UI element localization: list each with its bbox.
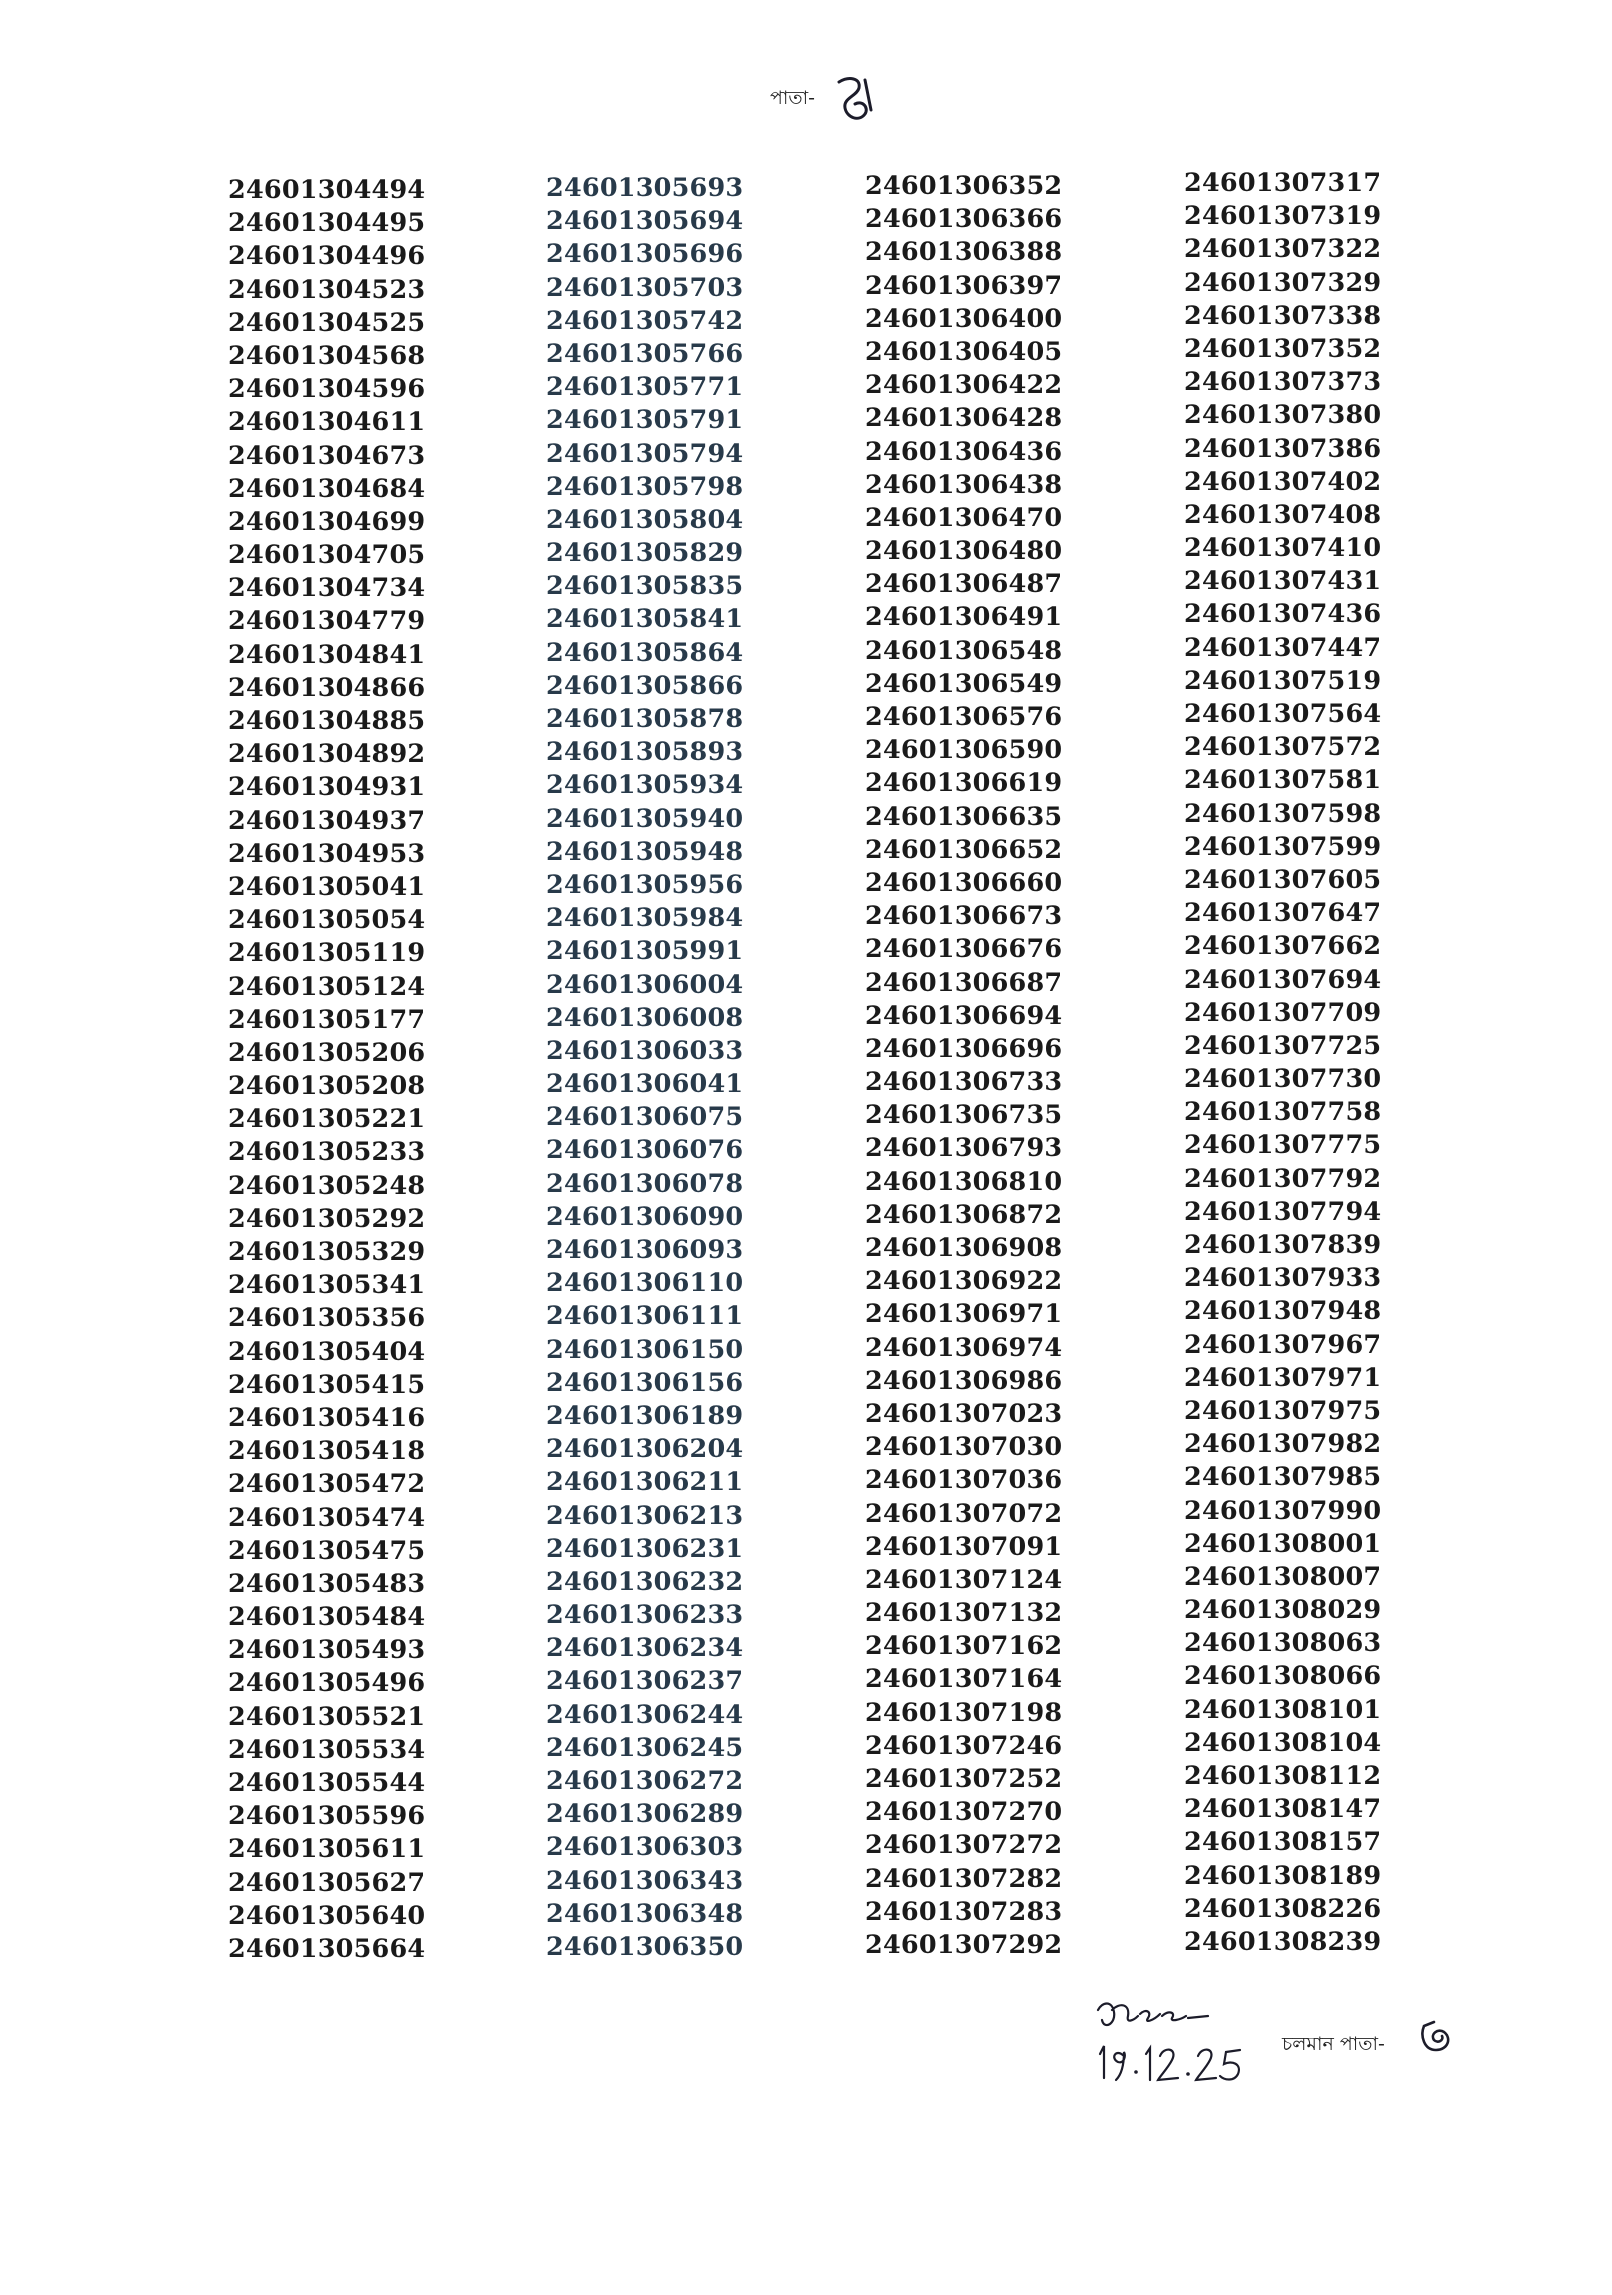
registration-number: 24601305742 — [546, 305, 744, 336]
registration-number: 24601305664 — [228, 1933, 426, 1964]
registration-number: 24601304494 — [228, 175, 426, 205]
registration-number: 24601307292 — [865, 1929, 1063, 1960]
registration-number: 24601305841 — [546, 604, 744, 635]
registration-number: 24601305329 — [228, 1237, 426, 1267]
registration-number: 24601307581 — [1184, 765, 1382, 796]
registration-number: 24601305472 — [228, 1469, 426, 1500]
registration-number: 24601305475 — [228, 1535, 426, 1566]
registration-number: 24601307794 — [1184, 1196, 1382, 1227]
continuing-page-label: চলমান পাতা- — [1282, 2033, 1385, 2055]
registration-number: 24601306343 — [546, 1865, 744, 1896]
registration-number: 24601306974 — [865, 1332, 1063, 1363]
registration-number: 24601305798 — [546, 471, 744, 502]
registration-number: 24601307730 — [1184, 1064, 1382, 1095]
registration-number: 24601306422 — [865, 370, 1063, 401]
registration-number: 24601307270 — [865, 1797, 1063, 1828]
registration-number: 24601305991 — [546, 936, 744, 967]
registration-number: 24601305627 — [228, 1867, 426, 1898]
registration-number: 24601306735 — [865, 1100, 1063, 1131]
registration-number: 24601306245 — [546, 1732, 744, 1763]
registration-number: 24601306908 — [865, 1233, 1063, 1263]
registration-number: 24601305596 — [228, 1801, 426, 1832]
registration-number: 24601306388 — [865, 237, 1063, 268]
registration-number: 24601307386 — [1184, 433, 1382, 464]
registration-number: 24601304596 — [228, 374, 426, 405]
registration-number: 24601305292 — [228, 1203, 426, 1234]
registration-number: 24601307519 — [1184, 665, 1382, 696]
registration-number: 24601306231 — [546, 1533, 744, 1564]
registration-number: 24601307758 — [1184, 1097, 1382, 1128]
registration-number: 24601307990 — [1184, 1495, 1382, 1526]
registration-number: 24601308147 — [1184, 1794, 1382, 1825]
registration-number: 24601306348 — [546, 1898, 744, 1929]
registration-number: 24601305940 — [546, 803, 744, 834]
registration-number: 24601307322 — [1184, 234, 1382, 265]
registration-number: 24601305483 — [228, 1568, 426, 1599]
registration-number: 24601307694 — [1184, 964, 1382, 995]
registration-number: 24601305696 — [546, 239, 744, 270]
registration-number: 24601307352 — [1184, 333, 1382, 364]
registration-number: 24601305766 — [546, 338, 744, 369]
registration-number: 24601306652 — [865, 834, 1063, 865]
registration-number: 24601306694 — [865, 1000, 1063, 1031]
registration-number: 24601307036 — [865, 1465, 1063, 1496]
registration-number: 24601306405 — [865, 336, 1063, 367]
registration-number: 24601306213 — [546, 1500, 744, 1531]
registration-number: 24601306234 — [546, 1633, 744, 1664]
registration-number: 24601305794 — [546, 438, 744, 469]
registration-number: 24601304525 — [228, 307, 426, 338]
registration-number: 24601306078 — [546, 1168, 744, 1199]
registration-number: 24601305703 — [546, 272, 744, 303]
registration-number: 24601306232 — [546, 1566, 744, 1597]
registration-number: 24601305415 — [228, 1369, 426, 1400]
registration-number: 24601308239 — [1184, 1926, 1382, 1957]
registration-number: 24601304892 — [228, 739, 426, 770]
registration-number: 24601308104 — [1184, 1727, 1382, 1758]
registration-number: 24601307072 — [865, 1498, 1063, 1529]
registration-number: 24601304496 — [228, 241, 426, 272]
registration-number: 24601307380 — [1184, 400, 1382, 431]
registration-number: 24601304568 — [228, 340, 426, 371]
registration-number: 24601306397 — [865, 270, 1063, 301]
registration-number: 24601307317 — [1184, 168, 1382, 198]
registration-number: 24601308063 — [1184, 1628, 1382, 1659]
registration-number: 24601306549 — [865, 668, 1063, 699]
registration-number: 24601306041 — [546, 1069, 744, 1100]
registration-number: 24601305693 — [546, 173, 744, 203]
registration-number: 24601307967 — [1184, 1329, 1382, 1360]
registration-number: 24601304937 — [228, 805, 426, 836]
registration-number: 24601305878 — [546, 704, 744, 734]
registration-number: 24601306400 — [865, 303, 1063, 334]
registration-number: 24601306548 — [865, 635, 1063, 666]
registration-number: 24601306660 — [865, 867, 1063, 898]
registration-number: 24601305893 — [546, 737, 744, 768]
registration-number: 24601306922 — [865, 1266, 1063, 1297]
handwritten-page-number — [829, 70, 877, 130]
registration-number: 24601305984 — [546, 903, 744, 934]
registration-number: 24601304931 — [228, 772, 426, 803]
registration-number: 24601306687 — [865, 967, 1063, 998]
registration-number: 24601306872 — [865, 1199, 1063, 1230]
registration-number: 24601307982 — [1184, 1429, 1382, 1460]
registration-number: 24601308157 — [1184, 1827, 1382, 1858]
registration-number: 24601306635 — [865, 801, 1063, 832]
registration-number: 24601307447 — [1184, 632, 1382, 663]
registration-number: 24601307124 — [865, 1564, 1063, 1595]
registration-number: 24601306075 — [546, 1102, 744, 1133]
registration-number: 24601306156 — [546, 1367, 744, 1398]
registration-number: 24601307283 — [865, 1896, 1063, 1927]
registration-number: 24601307572 — [1184, 732, 1382, 763]
registration-number: 24601306289 — [546, 1799, 744, 1830]
registration-number: 24601307662 — [1184, 931, 1382, 962]
registration-number: 24601307373 — [1184, 367, 1382, 398]
registration-number: 24601307198 — [865, 1697, 1063, 1728]
registration-number: 24601307402 — [1184, 466, 1382, 497]
registration-number: 24601306303 — [546, 1832, 744, 1863]
registration-number: 24601304611 — [228, 407, 426, 438]
registration-number: 24601306111 — [546, 1301, 744, 1332]
registration-number: 24601306237 — [546, 1666, 744, 1697]
registration-number: 24601306352 — [865, 171, 1063, 201]
number-column-3 — [865, 170, 1165, 1962]
registration-number: 24601305496 — [228, 1668, 426, 1699]
registration-number: 24601308112 — [1184, 1761, 1382, 1791]
registration-number: 24601305864 — [546, 637, 744, 668]
registration-number: 24601305041 — [228, 871, 426, 902]
registration-number: 24601305248 — [228, 1170, 426, 1201]
registration-number: 24601305544 — [228, 1768, 426, 1798]
registration-number: 24601305521 — [228, 1701, 426, 1732]
registration-number: 24601304953 — [228, 838, 426, 869]
registration-number: 24601307410 — [1184, 533, 1382, 564]
registration-number: 24601305474 — [228, 1502, 426, 1533]
registration-number: 24601305484 — [228, 1602, 426, 1633]
registration-number: 24601307975 — [1184, 1395, 1382, 1426]
registration-number: 24601305835 — [546, 571, 744, 602]
registration-number: 24601308001 — [1184, 1528, 1382, 1559]
registration-number: 24601305124 — [228, 971, 426, 1002]
registration-number: 24601304495 — [228, 208, 426, 239]
registration-number: 24601305341 — [228, 1270, 426, 1301]
registration-number: 24601306576 — [865, 702, 1063, 732]
registration-number: 24601308007 — [1184, 1561, 1382, 1592]
page-header — [770, 70, 877, 130]
registration-number: 24601305956 — [546, 869, 744, 900]
registration-number: 24601305493 — [228, 1635, 426, 1666]
registration-number: 24601304699 — [228, 506, 426, 537]
registration-number: 24601305640 — [228, 1900, 426, 1931]
registration-number: 24601306733 — [865, 1067, 1063, 1098]
registration-number: 24601306793 — [865, 1133, 1063, 1164]
registration-number: 24601306090 — [546, 1201, 744, 1232]
registration-number: 24601307598 — [1184, 798, 1382, 829]
registration-number: 24601306150 — [546, 1334, 744, 1365]
registration-number: 24601307162 — [865, 1631, 1063, 1662]
registration-number: 24601305948 — [546, 836, 744, 867]
registration-number: 24601307985 — [1184, 1462, 1382, 1493]
page-footer — [1090, 1990, 1490, 2100]
registration-number: 24601304734 — [228, 573, 426, 604]
registration-number: 24601305206 — [228, 1037, 426, 1068]
registration-number: 24601306244 — [546, 1699, 744, 1730]
handwritten-next-page-number — [1416, 2016, 1456, 2058]
registration-number: 24601305804 — [546, 504, 744, 535]
registration-number: 24601307132 — [865, 1598, 1063, 1629]
registration-number: 24601304523 — [228, 274, 426, 305]
registration-number: 24601305208 — [228, 1071, 426, 1102]
registration-number: 24601305934 — [546, 770, 744, 801]
registration-number: 24601306696 — [865, 1033, 1063, 1064]
registration-number: 24601306619 — [865, 768, 1063, 799]
registration-number: 24601305771 — [546, 372, 744, 403]
registration-number: 24601306676 — [865, 934, 1063, 965]
registration-number: 24601306436 — [865, 436, 1063, 467]
registration-number: 24601307948 — [1184, 1296, 1382, 1327]
registration-number: 24601305221 — [228, 1104, 426, 1135]
number-column-4 — [1184, 167, 1484, 1959]
registration-number: 24601307709 — [1184, 997, 1382, 1028]
handwritten-signature-date — [1090, 1990, 1270, 2100]
registration-number: 24601307030 — [865, 1432, 1063, 1463]
registration-number: 24601306366 — [865, 204, 1063, 235]
registration-number: 24601307775 — [1184, 1130, 1382, 1161]
registration-number: 24601307252 — [865, 1764, 1063, 1794]
registration-number: 24601307272 — [865, 1830, 1063, 1861]
registration-number: 24601306491 — [865, 602, 1063, 633]
number-column-2 — [546, 172, 846, 1964]
registration-number: 24601306204 — [546, 1434, 744, 1465]
registration-number: 24601305829 — [546, 538, 744, 569]
number-column-1 — [228, 174, 528, 1966]
registration-number: 24601304841 — [228, 639, 426, 670]
registration-number: 24601307246 — [865, 1730, 1063, 1761]
registration-number: 24601305791 — [546, 405, 744, 436]
registration-number: 24601308101 — [1184, 1694, 1382, 1725]
registration-number: 24601305534 — [228, 1734, 426, 1765]
registration-number: 24601304673 — [228, 440, 426, 471]
registration-number: 24601306076 — [546, 1135, 744, 1166]
registration-number: 24601305866 — [546, 670, 744, 701]
registration-number: 24601306272 — [546, 1766, 744, 1796]
registration-number: 24601307605 — [1184, 864, 1382, 895]
registration-number: 24601307164 — [865, 1664, 1063, 1695]
registration-number: 24601305611 — [228, 1834, 426, 1865]
registration-number: 24601307329 — [1184, 267, 1382, 298]
registration-number: 24601307599 — [1184, 831, 1382, 862]
registration-number: 24601306480 — [865, 536, 1063, 567]
registration-number: 24601304779 — [228, 606, 426, 637]
registration-number: 24601307436 — [1184, 599, 1382, 630]
registration-number: 24601308066 — [1184, 1661, 1382, 1692]
registration-number: 24601307408 — [1184, 499, 1382, 530]
registration-number: 24601307792 — [1184, 1163, 1382, 1194]
registration-number: 24601305418 — [228, 1436, 426, 1467]
registration-number: 24601307091 — [865, 1531, 1063, 1562]
registration-number: 24601307319 — [1184, 201, 1382, 232]
registration-number: 24601306810 — [865, 1166, 1063, 1197]
registration-number: 24601307564 — [1184, 699, 1382, 729]
registration-number: 24601307971 — [1184, 1362, 1382, 1393]
registration-number: 24601306110 — [546, 1268, 744, 1299]
registration-number: 24601307431 — [1184, 566, 1382, 597]
registration-number: 24601305233 — [228, 1137, 426, 1168]
registration-number: 24601306986 — [865, 1365, 1063, 1396]
registration-number: 24601306350 — [546, 1931, 744, 1962]
page-label: পাতা- — [770, 87, 816, 109]
registration-number: 24601306428 — [865, 403, 1063, 434]
registration-number: 24601306470 — [865, 502, 1063, 533]
registration-number: 24601304866 — [228, 672, 426, 703]
registration-number: 24601308189 — [1184, 1860, 1382, 1891]
registration-number: 24601305356 — [228, 1303, 426, 1334]
registration-number: 24601305119 — [228, 938, 426, 969]
registration-number: 24601306211 — [546, 1467, 744, 1498]
registration-number: 24601306673 — [865, 901, 1063, 932]
registration-number: 24601305054 — [228, 905, 426, 936]
registration-number: 24601306971 — [865, 1299, 1063, 1330]
registration-number: 24601307839 — [1184, 1230, 1382, 1260]
registration-number: 24601306438 — [865, 469, 1063, 500]
registration-number: 24601304684 — [228, 473, 426, 504]
registration-number: 24601308226 — [1184, 1893, 1382, 1924]
registration-number: 24601306487 — [865, 569, 1063, 600]
registration-number: 24601306033 — [546, 1035, 744, 1066]
registration-number: 24601307647 — [1184, 898, 1382, 929]
registration-number: 24601304705 — [228, 540, 426, 571]
registration-number-list — [228, 168, 1478, 1972]
registration-number: 24601306008 — [546, 1002, 744, 1033]
registration-number: 24601307725 — [1184, 1030, 1382, 1061]
registration-number: 24601306093 — [546, 1235, 744, 1265]
registration-number: 24601304885 — [228, 706, 426, 736]
registration-number: 24601305404 — [228, 1336, 426, 1367]
registration-number: 24601308029 — [1184, 1595, 1382, 1626]
registration-number: 24601306590 — [865, 735, 1063, 766]
registration-number: 24601307338 — [1184, 300, 1382, 331]
registration-number: 24601305416 — [228, 1402, 426, 1433]
registration-number: 24601306233 — [546, 1600, 744, 1631]
registration-number: 24601305177 — [228, 1004, 426, 1035]
registration-number: 24601307282 — [865, 1863, 1063, 1894]
registration-number: 24601305694 — [546, 206, 744, 237]
registration-number: 24601306189 — [546, 1400, 744, 1431]
registration-number: 24601307023 — [865, 1398, 1063, 1429]
registration-number: 24601306004 — [546, 969, 744, 1000]
registration-number: 24601307933 — [1184, 1263, 1382, 1294]
